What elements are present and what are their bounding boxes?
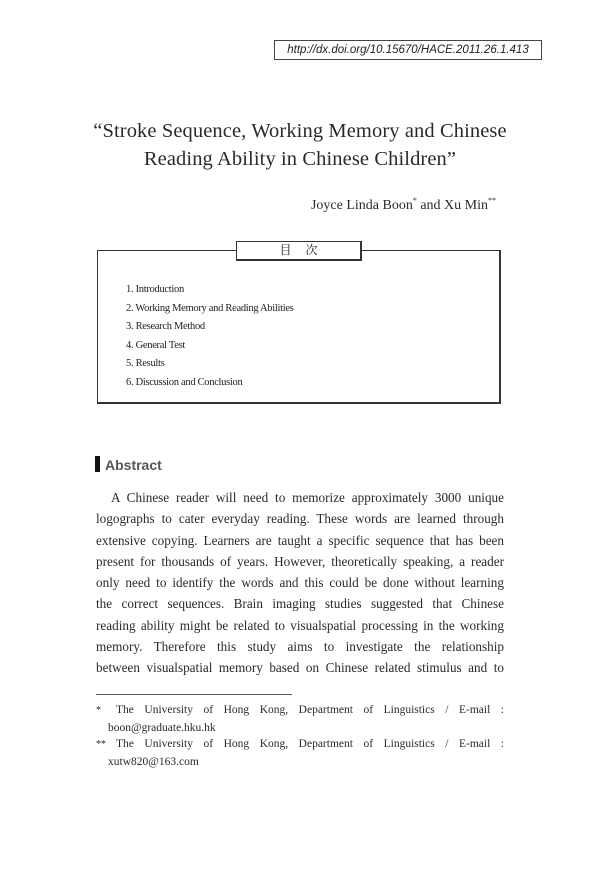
footnote-mark: *	[96, 705, 101, 716]
toc-item: 6. Discussion and Conclusion	[126, 376, 243, 388]
paper-title	[40, 117, 560, 173]
doi-link[interactable]: http://dx.doi.org/10.15670/HACE.2011.26.1.413	[274, 40, 542, 60]
footnote-mark: **	[488, 196, 496, 205]
footnote-2	[96, 736, 504, 771]
abstract-line: present for thousands of years. However, theoretically speaking, a reader	[96, 553, 504, 569]
toc-item: 5. Results	[126, 358, 165, 370]
toc-item: 4. General Test	[126, 339, 186, 351]
abstract-heading	[95, 456, 162, 474]
abstract-line: memory. Therefore this study aims to investigate the relationship	[96, 639, 504, 655]
footnote-mark: **	[96, 739, 106, 750]
title-line-2: Reading Ability in Chinese Children”	[143, 148, 457, 170]
abstract-body	[96, 487, 504, 679]
title-line-1: “Stroke Sequence, Working Memory and Chinese	[93, 120, 507, 142]
footnote-1	[96, 702, 504, 737]
abstract-line: the correct sequences. Brain imaging studies suggested that Chinese	[96, 596, 504, 612]
footnote-email: xutw820@163.com	[108, 755, 199, 768]
abstract-line: A Chinese reader will need to memorize approximately 3000 unique	[111, 490, 504, 505]
toc-item: 2. Working Memory and Reading Abilities	[126, 302, 294, 314]
author-name: Xu Min	[444, 198, 488, 213]
abstract-line: reading ability might be related to visualspatial processing in the working	[96, 617, 504, 633]
toc-item: 3. Research Method	[126, 321, 205, 333]
toc-item: 1. Introduction	[126, 284, 184, 295]
author-name: Joyce Linda Boon	[310, 198, 413, 213]
footnote-line	[96, 702, 504, 720]
abstract-line: logographs to cater everyday reading. These words are learned through	[96, 511, 504, 527]
abstract-heading-text: Abstract	[105, 457, 162, 473]
author-line	[311, 196, 496, 214]
abstract-line: extensive copying. Learners are taught a specific sequence that has been	[96, 532, 504, 548]
abstract-line: only need to identify the words and this could be done without learning	[96, 575, 504, 591]
footnote-mark: *	[412, 196, 417, 205]
footnote-text: The University of Hong Kong, Department of Linguistics / E-mail :	[116, 738, 504, 750]
footnote-divider	[96, 694, 292, 695]
author-conjunction: and	[420, 198, 441, 213]
toc-list	[126, 281, 294, 393]
footnote-line	[96, 736, 504, 754]
abstract-line: between visualspatial memory based on Chinese related stimulus and to	[96, 660, 504, 676]
heading-bar	[95, 456, 100, 472]
footnote-text: The University of Hong Kong, Department of Linguistics / E-mail :	[116, 704, 504, 716]
toc-heading: 目次	[236, 241, 362, 261]
footnote-email: boon@graduate.hku.hk	[108, 721, 216, 734]
